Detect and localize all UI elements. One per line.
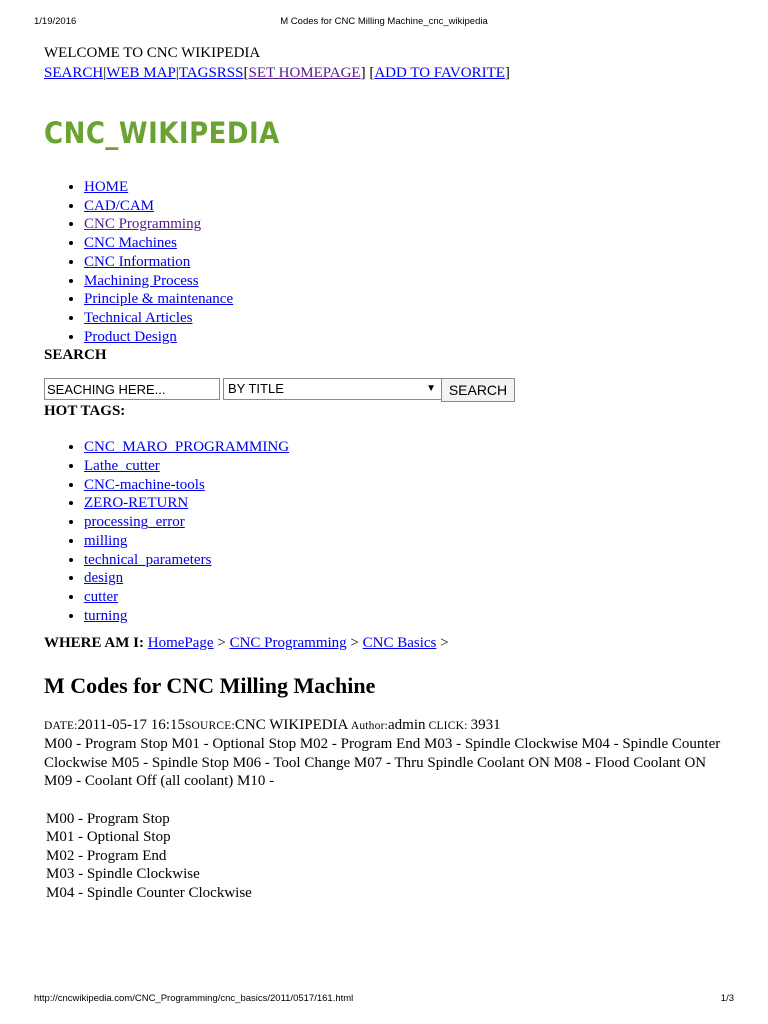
nav-item-product-design [84, 328, 734, 347]
breadcrumb-cnc-basics[interactable]: CNC Basics [362, 635, 437, 652]
tag-item [84, 551, 734, 570]
tag-link[interactable]: ZERO-RETURN [84, 495, 189, 512]
site-logo[interactable]: CNC_WIKIPEDIA [44, 117, 280, 151]
breadcrumb-separator: > [213, 635, 230, 652]
click-label: CLICK: [425, 720, 471, 733]
nav-link-product-design[interactable]: Product Design [84, 328, 177, 345]
date-label: DATE: [44, 720, 78, 733]
search-heading: SEARCH [44, 347, 107, 364]
main-nav [44, 178, 734, 346]
article-title: M Codes for CNC Milling Machine [44, 673, 376, 699]
search-input[interactable] [44, 378, 220, 400]
tag-item [84, 476, 734, 495]
bracket-close: ] [504, 65, 510, 81]
nav-link-cad-cam[interactable]: CAD/CAM [84, 197, 155, 214]
hot-tags-list [44, 438, 734, 625]
m-code-item: M04 - Spindle Counter Clockwise [46, 884, 252, 901]
tag-item [84, 532, 734, 551]
add-favorite-link[interactable]: ADD TO FAVORITE [374, 65, 505, 81]
tag-item [84, 457, 734, 476]
article-clicks: 3931 [470, 717, 501, 734]
nav-item-machining-process [84, 272, 734, 291]
web-map-link[interactable]: WEB MAP [106, 65, 176, 81]
author-label: Author: [348, 720, 389, 733]
article-author: admin [388, 717, 426, 734]
search-button[interactable]: SEARCH [441, 378, 515, 402]
dropdown-arrow-icon: ▼ [426, 383, 436, 395]
print-footer [34, 993, 734, 1007]
nav-separator: | [175, 65, 179, 81]
nav-link-cnc-machines[interactable]: CNC Machines [84, 235, 177, 252]
search-type-value: BY TITLE [228, 381, 284, 397]
breadcrumb-trail: > [436, 635, 449, 652]
print-page-title: M Codes for CNC Milling Machine_cnc_wikipedia [280, 16, 488, 27]
tag-link[interactable]: CNC-machine-tools [84, 476, 205, 493]
tag-item [84, 607, 734, 626]
nav-item-cnc-programming [84, 215, 734, 234]
tag-item [84, 588, 734, 607]
search-form [44, 378, 734, 402]
rss-link[interactable]: RSS [216, 65, 244, 81]
tags-link[interactable]: TAGS [178, 65, 217, 81]
tag-link[interactable]: cutter [84, 588, 119, 605]
tag-link[interactable]: turning [84, 607, 128, 624]
nav-item-cnc-information [84, 253, 734, 272]
m-code-item: M02 - Program End [46, 847, 167, 864]
print-url: http://cncwikipedia.com/CNC_Programming/cnc_basics/2011/0517/161.html [34, 993, 354, 1004]
tag-link[interactable]: processing_error [84, 514, 185, 531]
nav-item-home [84, 178, 734, 197]
bracket-close: ] [360, 65, 366, 81]
nav-link-technical-articles[interactable]: Technical Articles [84, 309, 193, 326]
nav-link-cnc-programming[interactable]: CNC Programming [84, 216, 202, 233]
nav-separator: | [103, 65, 107, 81]
tag-link[interactable]: design [84, 570, 124, 587]
search-type-select[interactable] [223, 378, 442, 400]
set-homepage-link[interactable]: SET HOMEPAGE [248, 65, 361, 81]
search-link[interactable]: SEARCH [44, 65, 104, 81]
source-label: SOURCE: [184, 720, 235, 733]
tag-item [84, 494, 734, 513]
m-code-list [44, 810, 734, 903]
tag-link[interactable]: Lathe_cutter [84, 458, 160, 475]
nav-item-cad-cam [84, 197, 734, 216]
bracket-open: [ [369, 65, 375, 81]
tag-item [84, 513, 734, 532]
nav-link-home[interactable]: HOME [84, 179, 129, 195]
article-meta [44, 716, 734, 735]
breadcrumb-separator: > [346, 635, 363, 652]
print-header [34, 16, 734, 30]
page-content [44, 44, 734, 902]
breadcrumb-label: WHERE AM I: [44, 635, 145, 652]
tag-item [84, 438, 734, 457]
nav-item-principle-maintenance [84, 290, 734, 309]
bracket-open: [ [243, 65, 249, 81]
print-page-number: 1/3 [720, 993, 734, 1004]
article-source: CNC WIKIPEDIA [234, 717, 349, 734]
m-code-item: M00 - Program Stop [46, 810, 170, 827]
tag-link[interactable]: CNC_MARO_PROGRAMMING [84, 439, 290, 456]
welcome-text: WELCOME TO CNC WIKIPEDIA [44, 45, 261, 61]
hot-tags-heading: HOT TAGS: [44, 403, 126, 420]
tag-link[interactable]: milling [84, 532, 128, 549]
nav-link-cnc-information[interactable]: CNC Information [84, 253, 191, 270]
article-summary: M00 - Program Stop M01 - Optional Stop M02 - Program End M03 - Spindle Clockwise M04 - Spindle Counter Clockwise M05 - Spindle Stop M06 - Tool Change M07 - Thru Spindle Coolant ON M08 - Flood Coolant ON M09 - Coolant Off (all coolant) M10 - [44, 736, 721, 790]
tag-item [84, 569, 734, 588]
tag-link[interactable]: technical_parameters [84, 551, 212, 568]
article-date: 2011-05-17 16:15 [77, 717, 185, 734]
nav-item-technical-articles [84, 309, 734, 328]
top-nav [44, 64, 734, 82]
breadcrumb-home[interactable]: HomePage [147, 635, 214, 652]
nav-item-cnc-machines [84, 234, 734, 253]
breadcrumb-cnc-programming[interactable]: CNC Programming [229, 635, 347, 652]
nav-link-machining-process[interactable]: Machining Process [84, 272, 199, 289]
m-code-item: M01 - Optional Stop [46, 829, 171, 846]
print-date: 1/19/2016 [34, 16, 77, 27]
nav-link-principle-maintenance[interactable]: Principle & maintenance [84, 291, 234, 308]
m-code-item: M03 - Spindle Clockwise [46, 866, 200, 883]
breadcrumb [44, 634, 734, 652]
